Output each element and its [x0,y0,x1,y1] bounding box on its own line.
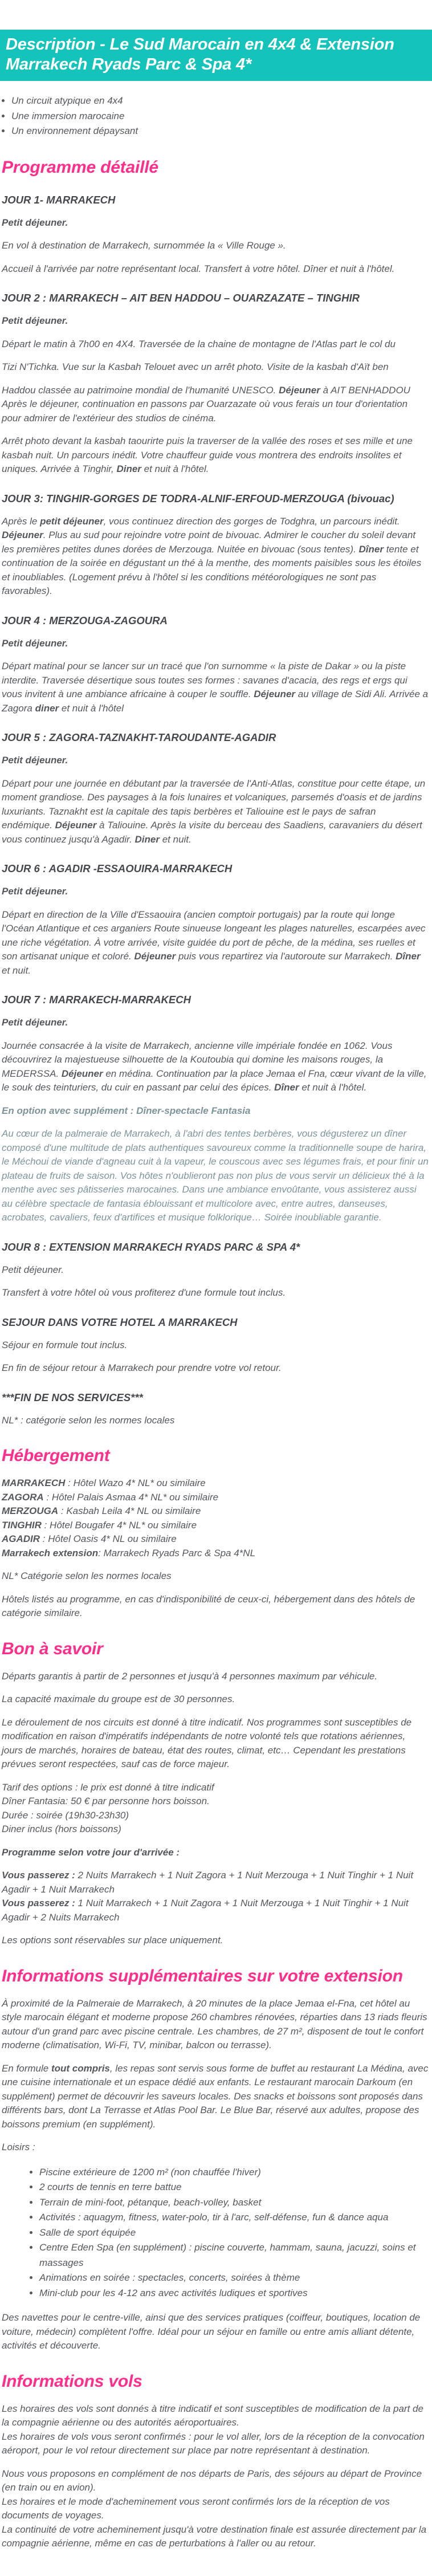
text-run: à Taliouine. Après la visite du berceau des Saadiens, caravaniers du désert vous continuez jusqu'à Agadir. [2,820,422,845]
emphasized-text: Déjeuner [254,689,296,699]
text-run: Après le [2,515,40,527]
text-run: À proximité de la Palmeraie de Marrakech, à 20 minutes de la place Jemaa el-Fna, cet hôtel au style marocain élégant et moderne propose 260 chambres rénovées, réparties dans 13 riads fleuris autour d'un grand parc avec piscine centrale. Les chambres, de 27 m², disposent de tout le confort moderne (climatisation, Wi-Fi, TV, minibar, balcon ou terrasse). [2,1997,427,2050]
text-run: Séjour en formule tout inclus. [2,1339,128,1350]
text-run: et nuit à l'hôtel. [141,463,209,474]
emphasized-text: Déjeuner [279,384,320,396]
emphasized-text: Diner [116,463,141,474]
emphasized-text: Dîner [396,951,421,962]
emphasized-text: MERZOUGA [2,1505,59,1516]
bullet-list [2,2165,429,2301]
paragraph [2,337,429,352]
text-run: Diner inclus (hors boissons) [2,1824,121,1834]
text-run: Arrêt photo devant la kasbah taourirte puis la traverser de la vallée des roses et ses mille et une kasbah nuit. Un parcours inédit. Votre chauffeur guide vous montrera des endroits insolites et uniques. Arrivée à Tinghir, [2,436,413,474]
text-run: : Hôtel Oasis 4* NL ou similaire [40,1533,177,1544]
text-run: Programme selon votre jour d'arrivée : [2,1846,180,1858]
page-title: Description - Le Sud Marocain en 4x4 & Extension Marrakech Ryads Parc & Spa 4* [6,35,394,74]
text-run: Petit déjeuner. [2,637,68,649]
section-heading: Bon à savoir [2,1639,103,1658]
text-run: Petit déjeuner. [2,755,68,766]
text-run: à AIT BENHADDOU Après le déjeuner, continuation en passons par Ouarzazate où vous ferais un tour d'orientation pour admirer de l'extérieur des studios de cinéma. [2,384,410,424]
emphasized-text: TINGHIR [2,1519,42,1531]
text-run: Tizi N'Tichka. Vue sur la Kasbah Telouet avec un arrêt photo. Visite de la kasbah d'Aït ben [2,361,389,372]
paragraph [2,1934,429,1948]
emphasized-text: ZAGORA [2,1491,44,1503]
emphasized-text: Dîner [274,1082,299,1093]
text-run: Petit déjeuner. [2,1017,68,1028]
text-run: : Hôtel Wazo 4* NL* ou similaire [65,1478,206,1488]
paragraph [2,1593,429,1621]
paragraph [2,1016,429,1030]
day-heading: JOUR 5 : ZAGORA-TAZNAKHT-TAROUDANTE-AGADIR [2,731,276,743]
text-run: Accueil à l'arrivée par notre représentant local. Transfert à votre hôtel. Dîner et nuit à l'hôtel. [2,263,395,274]
paragraph [2,262,429,276]
text-run: Loisirs : [2,2142,35,2152]
text-run: et nuit. [160,833,191,845]
text-run: : Marrakech Ryads Parc & Spa 4*NL [98,1547,256,1558]
paragraph [2,1286,429,1300]
text-run: , vous continuez direction des gorges de Todghra, un parcours inédit. [103,515,400,527]
text-run: Petit déjeuner. [2,315,68,326]
bullet-item: • Piscine extérieure de 1200 m² (non chauffée l'hiver) [39,2165,429,2180]
bullet-item: • Un environnement dépaysant [11,124,429,139]
paragraph [2,1846,429,1860]
text-run: Départ matinal pour se lancer sur un tracé que l'on surnomme « la piste de Dakar » ou la piste interdite. Traversée désertique sous toutes ses formes : savanes d'acacia, des regs et ergs qui vous invitent à une ambiance africaine à couper le souffle. [2,661,407,699]
emphasized-text: Déjeuner [2,530,43,540]
text-run: Tarif des options : le prix est donné à titre indicatif [2,1781,214,1793]
text-run: Départ pour une journée en débutant par la traversée de l'Anti-Atlas, constitue pour cette étape, un moment grandiose. Des paysages à la fois lunaires et volcaniques, parsemés d'oasis et de jardins luxuriants. Taznakht est la capitale des tapis berbères et Taliouine est le pays de safran endémique. [2,778,426,831]
text-run: Durée : soirée (19h30-23h30) [2,1809,129,1821]
day-heading: JOUR 3: TINGHIR-GORGES DE TODRA-ALNIF-ERFOUD-MERZOUGA (bivouac) [2,492,394,504]
text-run: Les horaires des vols sont donnés à titre indicatif et sont susceptibles de modification de la part de la compagnie aérienne ou des autorités aéroportuaires. [2,2403,423,2428]
text-run: Journée consacrée à la visite de Marrakech, ancienne ville impériale fondée en 1062. Vous découvrirez la majestueuse silhouette de la Koutoubia qui domine les maisons rouges, la MEDERSSA. [2,1040,393,1079]
bullet-item: • 2 courts de tennis en terre battue [39,2180,429,2195]
paragraph [2,2062,429,2132]
emphasized-text: MARRAKECH [2,1478,66,1488]
bullet-item: • Activités : aquagym, fitness, water-polo, tir à l'arc, self-défense, fun & dance aqua [39,2210,429,2225]
paragraph [2,1414,429,1428]
text-run: : Hôtel Bougafer 4* NL* ou similaire [41,1519,197,1531]
text-run: Au cœur de la palmeraie de Marrakech, à l'abri des tentes berbères, vous dégusterez un dîner composé d'une multitude de plats authentiques savoureux comme la traditionnelle soupe de harira, le Méchoui de viande d'agneau cuit à la vapeur, le couscous avec ses légumes frais, et pour finir un plateau de fruits de saison. Vos hôtes n'oublieront pas non plus de vous servir un délicieux thé à la menthe avec ses pâtisseries marocaines. Dans une ambiance envoûtante, vous assisterez aussi au célèbre spectacle de fantasia éblouissant et multicolore avec, entre autres, danseuses, acrobates, cavaliers, feux d'artifices et musique folklorique… Soirée inoubliable garantie. [2,1128,429,1223]
day-heading: JOUR 7 : MARRAKECH-MARRAKECH [2,994,191,1006]
paragraph [2,1997,429,2053]
bullet-item: • Mini-club pour les 4-12 ans avec activités ludiques et sportives [39,2286,429,2301]
paragraph [2,885,429,899]
emphasized-text: Marrakech extension [2,1547,99,1558]
paragraph [2,777,429,847]
paragraph [2,1338,429,1353]
text-run: , les repas sont servis sous forme de buffet au restaurant La Médina, avec une cuisine internationale et un espace dédié aux enfants. Le restaurant marocain Darkoum (en supplément) permet de découvrir les saveurs locales. Des snacks et boissons sont proposés dans différents bars, dont La Terrasse et Atlas Pool Bar. Le Blue Bar, réservé aux adultes, propose des boissons premium (en supplément). [2,2062,429,2130]
content-blocks [0,81,432,2576]
text-run: Le déroulement de nos circuits est donné à titre indicatif. Nos programmes sont susceptibles de modification en raison d'impératifs indépendants de notre volonté tels que rotations aériennes, jours de marchés, horaires de bateau, état des routes, climat, etc… Cependant les prestations prévues seront respectées, sauf cas de force majeur. [2,1716,412,1769]
paragraph [2,515,429,599]
text-run: 2 Nuits Marrakech + 1 Nuit Zagora + 1 Nuit Merzouga + 1 Nuit Tinghir + 1 Nuit Agadir + 1 Nuit Marrakech [2,1870,414,1895]
paragraph [2,216,429,230]
paragraph [2,1670,429,1684]
emphasized-text: Déjeuner [55,820,97,831]
paragraph [2,754,429,768]
text-run: et nuit à l'hôtel [59,702,124,714]
paragraph [2,239,429,253]
text-run: Nous vous proposons en complément de nos départs de Paris, des séjours au départ de Province (en train ou en avion). [2,2468,422,2493]
text-run: En fin de séjour retour à Marrakech pour prendre votre vol retour. [2,1362,282,1373]
text-run: La capacité maximale du groupe est de 30 personnes. [2,1694,235,1704]
paragraph [2,1692,429,1707]
text-run: : Hôtel Palais Asmaa 4* NL* ou similaire [43,1491,219,1503]
emphasized-text: Déjeuner [61,1068,103,1079]
emphasized-text: Diner [135,833,160,845]
day-heading: JOUR 2 : MARRAKECH – AIT BEN HADDOU – OUARZAZATE – TINGHIR [2,292,360,304]
paragraph [2,1361,429,1376]
optional-note-paragraph [2,1127,429,1225]
text-run: Dîner Fantasia: 50 € par personne hors boisson. [2,1796,210,1806]
day-heading: SEJOUR DANS VOTRE HOTEL A MARRAKECH [2,1316,238,1328]
emphasized-text: diner [35,702,59,714]
paragraph [2,360,429,375]
text-run: Haddou classée au patrimoine mondial de l'humanité UNESCO. [2,384,279,396]
text-run: La continuité de votre acheminement jusqu'à votre destination finale est assurée directement par la compagnie aérienne, même en cas de perturbations à l'aller ou au retour. [2,2524,427,2549]
bullet-item: • Un circuit atypique en 4x4 [11,93,429,109]
text-run: . Plus au sud pour rejoindre votre point de bivouac. Admirer le coucher du soleil devant les premières petites dunes dorées de Merzouga. Nuitée en bivouac (sous tentes). [2,530,416,555]
bullet-item: • Salle de sport équipée [39,2225,429,2241]
paragraph [2,384,429,426]
paragraph [2,314,429,328]
section-heading: Programme détaillé [2,157,158,177]
paragraph [2,2311,429,2353]
text-run: tente et continuation de la soirée en dégustant un thé à la menthe, des moments paisibles sous les étoiles et inoubliables. (Logement prévu à l'hôtel si les conditions météorologiques ne sont pas favorables). [2,543,422,596]
text-run: et nuit à l'hôtel. [299,1082,367,1093]
description-banner [0,30,432,81]
emphasized-text: Vous passerez : [2,1870,75,1881]
text-run: Les horaires de vols vous seront confirmés : pour le vol aller, lors de la réception de la convocation aéroport, pour le vol retour directement sur place par notre représentant à destination. [2,2431,425,2456]
emphasized-text: Déjeuner [134,951,176,962]
paragraph [2,637,429,651]
bullet-item: • Centre Eden Spa (en supplément) : piscine couverte, hammam, sauna, jacuzzi, soins et massages [39,2240,429,2270]
text-run: En vol à destination de Marrakech, surnommée la « Ville Rouge ». [2,240,286,251]
section-heading: Informations supplémentaires sur votre extension [2,1966,403,1985]
paragraph [2,1716,429,1772]
emphasized-text: AGADIR [2,1533,40,1544]
paragraph [2,1263,429,1277]
paragraph [2,434,429,477]
day-heading: JOUR 8 : EXTENSION MARRAKECH RYADS PARC & SPA 4* [2,1240,300,1253]
paragraph [2,2467,429,2551]
paragraph [2,1476,429,1560]
bullet-item: • Une immersion marocaine [11,109,429,124]
paragraph [2,2402,429,2458]
text-run: Hôtels listés au programme, en cas d'indisponibilité de ceux-ci, hébergement dans des hôtels de catégorie similaire. [2,1593,415,1618]
text-run: Des navettes pour le centre-ville, ainsi que des services pratiques (coiffeur, boutiques, location de voiture, médecin) complètent l'offre. Idéal pour un séjour en famille ou entre amis alliant détente, activités et découverte. [2,2312,421,2351]
bullet-item: • Terrain de mini-foot, pétanque, beach-volley, basket [39,2195,429,2211]
text-run: en médina. Continuation par la place Jemaa el Fna, cœur vivant de la ville, le souk des teinturiers, du cuir en passant par celui des épices. [2,1068,427,1093]
section-heading: Informations vols [2,2371,142,2391]
text-run: Petit déjeuner. [2,217,68,228]
day-heading: JOUR 6 : AGADIR -ESSAOUIRA-MARRAKECH [2,862,233,874]
text-run: En option avec supplément : Dîner-spectacle Fantasia [2,1105,251,1116]
paragraph [2,1781,429,1837]
section-heading: Hébergement [2,1446,110,1465]
emphasized-text: petit déjeuner [40,515,104,527]
paragraph [2,1869,429,1924]
paragraph [2,908,429,978]
text-run: Les horaires et le mode d'acheminement vous seront confirmés lors de la réception de vos documents de voyages. [2,2496,390,2521]
bullet-list [2,93,429,139]
day-heading: JOUR 4 : MERZOUGA-ZAGOURA [2,614,168,626]
text-run: Départ en direction de la Ville d'Essaouira (ancien comptoir portugais) par la route qui longe l'Océan Atlantique et ces arganiers Route sinueuse longeant les plages naturelles, escarpées avec une riche végétation. À votre arrivée, visite guidée du port de pêche, de la médina, ses ruelles et son artisanat unique et coloré. [2,909,426,962]
text-run: et nuit. [2,965,31,976]
text-run: Petit déjeuner. [2,1264,64,1275]
text-run: NL* Catégorie selon les normes locales [2,1570,172,1581]
day-heading: JOUR 1- MARRAKECH [2,193,116,206]
text-run: Départ le matin à 7h00 en 4X4. Traversée de la chaine de montagne de l'Atlas part le col du [2,338,396,349]
emphasized-text: tout compris [51,2062,110,2074]
emphasized-text: Dîner [358,543,384,555]
text-run: Départs garantis à partir de 2 personnes et jusqu'à 4 personnes maximum par véhicule. [2,1670,378,1682]
emphasized-text: Vous passerez : [2,1898,75,1908]
optional-note-paragraph [2,1104,429,1118]
day-heading: ***FIN DE NOS SERVICES*** [2,1391,143,1403]
text-run: Transfert à votre hôtel où vous profiterez d'une formule tout inclus. [2,1287,286,1298]
text-run: 1 Nuit Marrakech + 1 Nuit Zagora + 1 Nuit Merzouga + 1 Nuit Tinghir + 1 Nuit Agadir + 2 Nuits Marrakech [2,1898,409,1923]
text-run: En formule [2,2062,51,2074]
paragraph [2,1569,429,1584]
paragraph [2,2140,429,2155]
bullet-item: • Animations en soirée : spectacles, concerts, soirées à thème [39,2270,429,2286]
text-run: NL* : catégorie selon les normes locales [2,1414,175,1426]
text-run: : Kasbah Leila 4* NL ou similaire [58,1505,201,1516]
paragraph [2,1039,429,1095]
text-run: Les options sont réservables sur place uniquement. [2,1935,223,1946]
text-run: puis vous repartirez via l'autoroute sur Marrakech. [176,951,396,962]
text-run: Petit déjeuner. [2,886,68,897]
text-run: au village de Sidi Ali. Arrivée a Zagora [2,689,429,714]
paragraph [2,660,429,715]
